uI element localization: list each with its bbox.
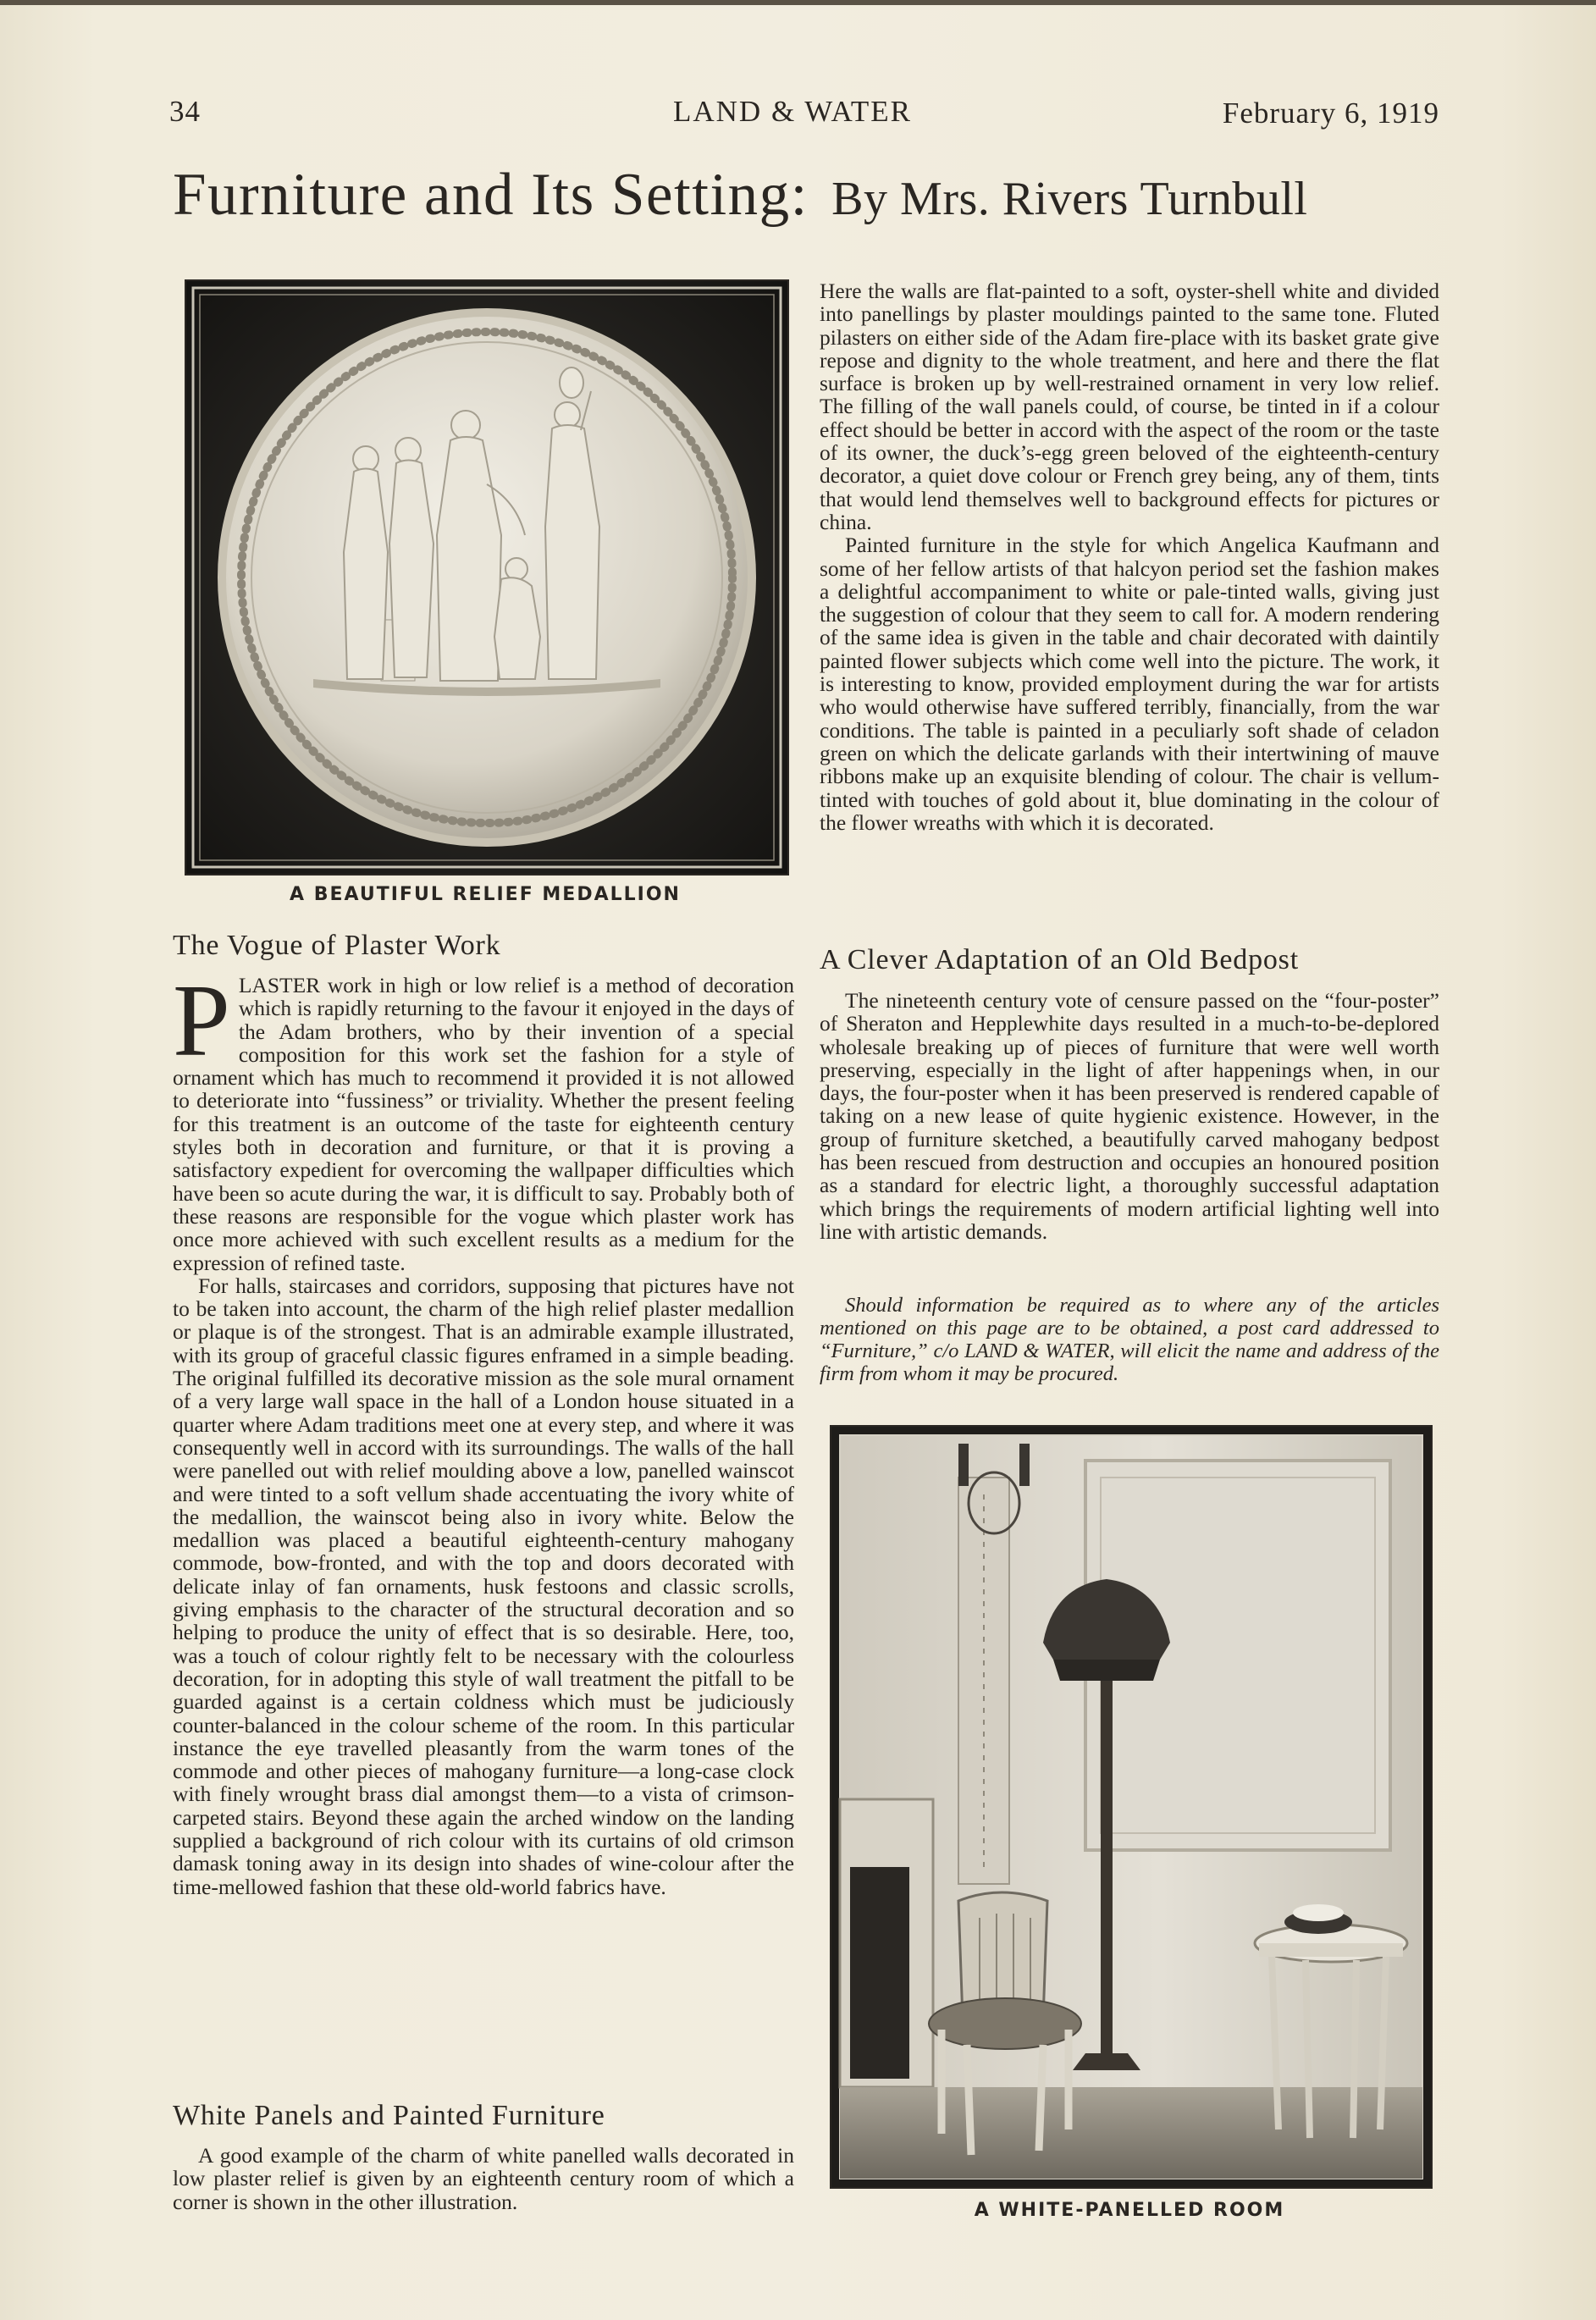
drop-cap: P: [173, 964, 230, 1078]
vogue-paragraph-1: [173, 964, 794, 1275]
article-title: [173, 161, 1443, 229]
room-illustration: [831, 1427, 1431, 2187]
room-photo: [830, 1425, 1433, 2189]
page-top-edge: [0, 0, 1596, 5]
white-panels-paragraph-2: Painted furniture in the style for which Angelica Kaufmann and some of her fellow artists of that halcyon period set the fashion makes a delightful accompaniment to white or pale-tinted walls, giving just the suggestion of colour that they seem to call for. A modern rendering of the same idea is given in the table and chair decorated with daintily painted flower subjects which come well into the picture. The work, it is interesting to know, provided employment during the war for artists who would otherwise have suffered terribly, financially, from the war conditions. The table is painted in a peculiarly soft shade of celadon green on which the delicate garlands with their intertwining of mauve ribbons make up an exquisite blending of colour. The chair is vellum-tinted with touches of gold about it, blue dominating in the colour of the flower wreaths with which it is decorated.: [820, 533, 1439, 835]
bedpost-text: [820, 989, 1439, 1243]
running-header: [169, 95, 1439, 137]
article-title-main: Furniture and Its Setting:: [173, 162, 809, 228]
medallion-illustration: [186, 281, 787, 874]
white-panels-paragraph-start: A good example of the charm of white panelled walls decorated in low plaster relief is given by an eighteenth century room of which a corner is shown in the other illustration.: [173, 2143, 794, 2214]
publication-name: LAND & WATER: [673, 95, 912, 128]
right-column-text: [820, 279, 1439, 834]
issue-date: February 6, 1919: [1222, 97, 1439, 130]
heading-white-panels: White Panels and Painted Furniture: [173, 2100, 605, 2131]
vogue-paragraph-2: For halls, staircases and corridors, supposing that pictures have not to be taken into account, the charm of the high relief plaster medallion or plaque is of the strongest. That is an admirable example illustrated, with its group of graceful classic figures enframed in a simple beading. The original fulfilled its decorative mission as the sole mural ornament of a very large wall space in the hall of a London house situated in a quarter where Adam traditions meet one at every step, and where it was consequently well in accord with its surroundings. The walls of the hall were panelled out with relief moulding above a low, panelled wainscot and were tinted to a soft vellum shade accentuating the ivory white of the medallion, the wainscot being also in ivory white. Below the medallion was placed a beautiful eighteenth-century mahogany commode, bow-fronted, and with the top and doors decorated with delicate inlay of fan ornaments, husk festoons and classic scrolls, giving emphasis to the character of the structural decoration and so helping to produce the unity of effect that is so desirable. Here, too, was a touch of colour rightly felt to be necessary with the colourless decoration, for in adopting this style of wall treatment the pitfall to be guarded against is a certain coldness which must be judiciously counter-balanced in the colour scheme of the room. In this particular instance the eye travelled pleasantly from the warm tones of the commode and other pieces of mahogany furniture—a long-case clock with finely wrought brass dial amongst them—to a vista of crimson-carpeted stairs. Beyond these again the arched window on the landing supplied a background of rich colour with its curtains of old crimson damask toning away in its design into shades of wine-colour after the time-mellowed fashion that these old-world fabrics have.: [173, 1273, 794, 1899]
room-caption: A WHITE-PANELLED ROOM: [974, 2200, 1285, 2221]
heading-clever-adaptation: A Clever Adaptation of an Old Bedpost: [820, 944, 1299, 975]
article-byline: By Mrs. Rivers Turnbull: [831, 173, 1308, 225]
reader-note-text: Should information be required as to where any of the articles mentioned on this page are to be obtained, a post card addressed to “Furniture,” c/o LAND & WATER, will elicit the name and address of the firm from whom it may be procured.: [820, 1294, 1439, 1385]
bedpost-paragraph: The nineteenth century vote of censure passed on the “four-poster” of Sheraton and Hepplewhite days resulted in a much-to-be-deplored wholesale breaking up of pieces of furniture that were well worth preserving, especially in the light of after happenings when, in our days, the four-poster when it has been preserved is rendered capable of taking on a new lease of quite hygienic existence. However, in the group of furniture sketched, a beautifully carved mahogany bedpost has been rescued from destruction and occupies an honoured position as a standard for electric light, a thoroughly successful adaptation which brings the requirements of modern artificial lighting well into line with artistic demands.: [820, 988, 1439, 1244]
page-number: 34: [169, 95, 201, 128]
heading-vogue-plaster: The Vogue of Plaster Work: [173, 930, 501, 961]
vogue-paragraph-1-text: LASTER work in high or low relief is a method of decoration which is rapidly returning to the favour it enjoyed in the days of the Adam brothers, who by their invention of a special composition for this work set the fashion for a style of ornament which has much to recommend it provided it is not allowed to deteriorate into “fussiness” or triviality. Whether the present feeling for this treatment is an outcome of the taste for eighteenth century styles both in decoration and furniture, or that it is proving a satisfactory expedient for overcoming the wallpaper difficulties which have been so acute during the war, it is difficult to say. Probably both of these reasons are responsible for the vogue which plaster work has once more achieved with such excellent results as a medium for the expression of refined taste.: [173, 973, 794, 1275]
reader-note: [820, 1294, 1439, 1385]
white-panels-paragraph-continued: Here the walls are flat-painted to a soft, oyster-shell white and divided into panellings by plaster mouldings painted to the same tone. Fluted pilasters on either side of the Adam fire-place with its basket grate give repose and dignity to the whole treatment, and here and there the flat surface is broken up by well-restrained ornament in very low relief. The filling of the wall panels could, of course, be tinted in if a colour effect should be better in accord with the aspect of the room or the taste of its owner, the duck’s-egg green beloved of the eighteenth-century decorator, a quiet dove colour or French grey being, any of them, tints that would lend themselves well to background effects for pictures or china.: [820, 279, 1439, 534]
white-panels-start: [173, 2144, 794, 2213]
medallion-photo: [185, 279, 789, 876]
medallion-caption: A BEAUTIFUL RELIEF MEDALLION: [290, 884, 681, 905]
left-column-text: [173, 964, 794, 1899]
